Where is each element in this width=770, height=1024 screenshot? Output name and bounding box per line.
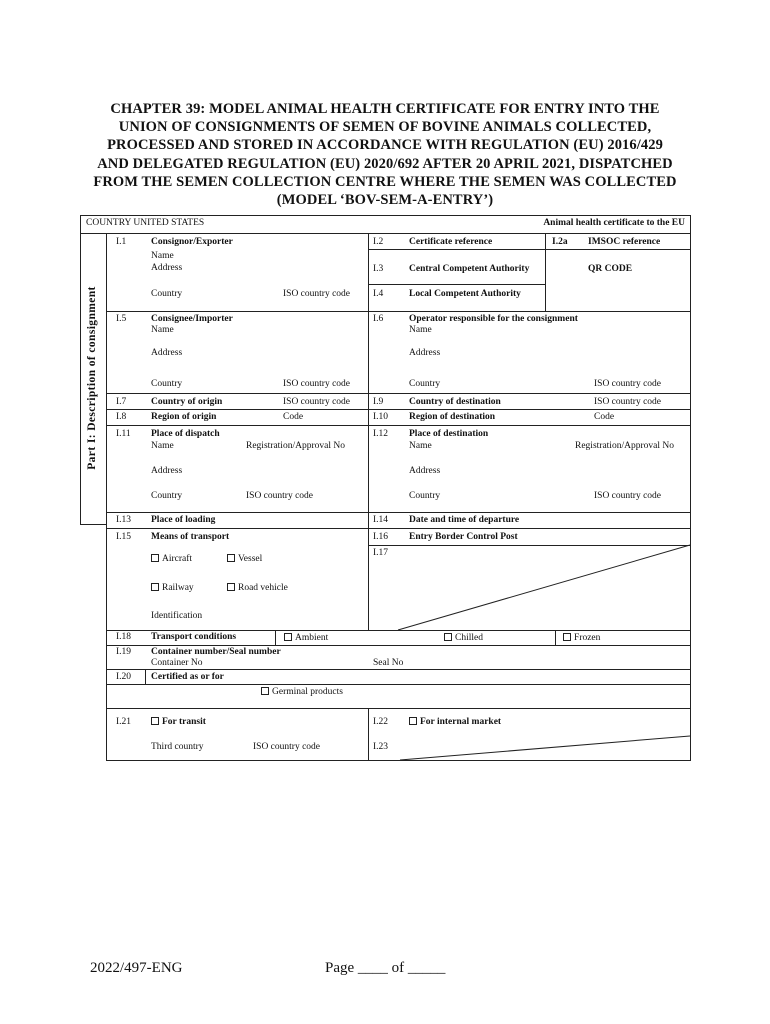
road-vehicle-label: Road vehicle [238,583,288,593]
aircraft-option[interactable] [151,554,192,565]
i13-num: I.13 [116,515,132,525]
i21-num: I.21 [116,717,132,727]
i7-label: Country of origin [151,397,223,407]
road-vehicle-checkbox[interactable] [227,583,235,591]
i8-num: I.8 [116,412,127,422]
i12-num: I.12 [373,429,389,439]
i4-num: I.4 [373,289,384,299]
i5-name: Name [151,325,174,335]
seal-no-label: Seal No [373,658,404,668]
i6-label: Operator responsible for the consignment [409,314,578,324]
document-title: CHAPTER 39: MODEL ANIMAL HEALTH CERTIFICATE FOR ENTRY INTO THE UNION OF CONSIGNMENTS OF SEMEN OF BOVINE ANIMALS COLLECTED, PROCESSED AND STORED IN ACCORDANCE WITH REGULATION (EU) 2016/429 AND DELEGATED REGULATION (EU) 2020/692 AFTER 20 APRIL 2021, DISPATCHED FROM THE SEMEN COLLECTION CENTRE WHERE THE SEMEN WAS COLLECTED (MODEL ‘BOV-SEM-A-ENTRY’) [93,101,677,209]
i10-code: Code [594,412,615,422]
i6-num: I.6 [373,314,384,324]
i10-num: I.10 [373,412,389,422]
ambient-checkbox[interactable] [284,633,292,641]
i3-num: I.3 [373,264,384,274]
third-country-label: Third country [151,742,204,752]
i17-strike-line [398,545,690,630]
chilled-checkbox[interactable] [444,633,452,641]
internal-market-label: For internal market [420,717,502,727]
germinal-option[interactable] [261,687,343,698]
ambient-option[interactable] [284,633,328,644]
road-vehicle-option[interactable] [227,583,288,594]
i16-label: Entry Border Control Post [409,532,518,542]
i11-address: Address [151,466,183,476]
i5-num: I.5 [116,314,127,324]
vessel-label: Vessel [238,554,263,564]
i23-num: I.23 [373,742,389,752]
qr-code-label: QR CODE [588,264,633,274]
frozen-checkbox[interactable] [563,633,571,641]
i20-num: I.20 [116,672,132,682]
vessel-option[interactable] [227,554,262,565]
country-label: COUNTRY UNITED STATES [86,218,205,228]
i9-label: Country of destination [409,397,501,407]
internal-market-checkbox[interactable] [409,717,417,725]
i11-num: I.11 [116,429,131,439]
identification-label: Identification [151,611,203,621]
i11-registration: Registration/Approval No [246,441,345,451]
i7-iso: ISO country code [283,397,351,407]
i1-label: Consignor/Exporter [151,237,233,247]
germinal-checkbox[interactable] [261,687,269,695]
i6-name: Name [409,325,432,335]
i4-label: Local Competent Authority [409,289,521,299]
i6-country: Country [409,379,441,389]
frozen-label: Frozen [574,633,601,643]
i12-name: Name [409,441,432,451]
i15-label: Means of transport [151,532,230,542]
i1-iso: ISO country code [283,289,351,299]
i1-country: Country [151,289,183,299]
i1-address: Address [151,263,183,273]
part-i-label: Part I: Description of consignment [86,286,98,470]
i18-num: I.18 [116,632,132,642]
i6-address: Address [409,348,441,358]
aircraft-label: Aircraft [162,554,193,564]
ambient-label: Ambient [295,633,329,643]
germinal-label: Germinal products [272,687,343,697]
i11-country: Country [151,491,183,501]
for-transit-label: For transit [162,717,206,727]
i8-label: Region of origin [151,412,217,422]
certificate-label: Animal health certificate to the EU [543,218,685,228]
i1-name: Name [151,251,174,261]
i12-registration: Registration/Approval No [575,441,674,451]
i6-iso: ISO country code [594,379,662,389]
i21-iso: ISO country code [253,742,321,752]
i2-label: Certificate reference [409,237,493,247]
i7-num: I.7 [116,397,127,407]
i5-iso: ISO country code [283,379,351,389]
i12-iso: ISO country code [594,491,662,501]
i20-label: Certified as or for [151,672,224,682]
i12-address: Address [409,466,441,476]
i5-label: Consignee/Importer [151,314,233,324]
i19-num: I.19 [116,647,132,657]
i18-label: Transport conditions [151,632,237,642]
internal-market-option[interactable] [409,717,501,728]
i16-num: I.16 [373,532,389,542]
i2a-label: IMSOC reference [588,237,661,247]
container-no-label: Container No [151,658,203,668]
i5-country: Country [151,379,183,389]
railway-option[interactable] [151,583,194,594]
i5-address: Address [151,348,183,358]
i8-code: Code [283,412,304,422]
i22-num: I.22 [373,717,389,727]
i1-num: I.1 [116,237,127,247]
i12-label: Place of destination [409,429,489,439]
chilled-label: Chilled [455,633,483,643]
i2-num: I.2 [373,237,384,247]
i2a-num: I.2a [552,237,568,247]
i14-num: I.14 [373,515,389,525]
i11-iso: ISO country code [246,491,314,501]
i17-num: I.17 [373,548,389,558]
i9-num: I.9 [373,397,384,407]
i13-label: Place of loading [151,515,216,525]
for-transit-option[interactable] [151,717,206,728]
i12-country: Country [409,491,441,501]
i3-label: Central Competent Authority [409,264,530,274]
i10-label: Region of destination [409,412,496,422]
railway-label: Railway [162,583,194,593]
page-number: Page ____ of _____ [325,960,446,976]
i19-label: Container number/Seal number [151,647,281,657]
vessel-checkbox[interactable] [227,554,235,562]
i15-num: I.15 [116,532,132,542]
i11-name: Name [151,441,174,451]
i11-label: Place of dispatch [151,429,220,439]
railway-checkbox[interactable] [151,583,159,591]
i9-iso: ISO country code [594,397,662,407]
i14-label: Date and time of departure [409,515,520,525]
chilled-option[interactable] [444,633,483,644]
frozen-option[interactable] [563,633,600,644]
footer-reference: 2022/497-ENG [90,960,183,976]
aircraft-checkbox[interactable] [151,554,159,562]
i23-strike-line [400,736,690,760]
for-transit-checkbox[interactable] [151,717,159,725]
